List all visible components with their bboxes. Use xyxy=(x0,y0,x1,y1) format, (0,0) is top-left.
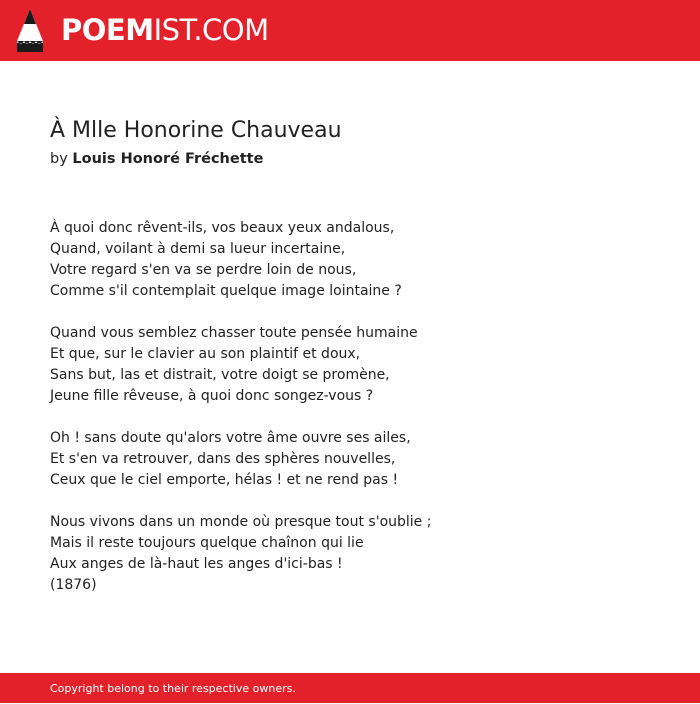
stanza-1 xyxy=(50,218,670,302)
poem-body xyxy=(50,218,670,596)
poem-heading xyxy=(50,114,670,170)
poem-line: Et que, sur le clavier au son plaintif et doux, xyxy=(50,346,361,362)
stanza-3 xyxy=(50,428,670,491)
author-name: Louis Honoré Fréchette xyxy=(72,151,264,167)
poem-line: Quand vous semblez chasser toute pensée humaine xyxy=(50,325,418,341)
site-logo[interactable] xyxy=(61,12,269,48)
by-label: by xyxy=(50,151,68,167)
poem-line: Quand, voilant à demi sa lueur incertaine, xyxy=(50,241,346,257)
poem-line: Jeune fille rêveuse, à quoi donc songez-vous ? xyxy=(50,388,374,404)
stanza-2 xyxy=(50,323,670,407)
poem-line: Mais il reste toujours quelque chaînon qui lie xyxy=(50,535,364,551)
poem-line: Oh ! sans doute qu'alors votre âme ouvre ses ailes, xyxy=(50,430,411,446)
brand-bold: POEM xyxy=(61,13,154,47)
poem-line: Ceux que le ciel emporte, hélas ! et ne rend pas ! xyxy=(50,472,399,488)
poem-title: À Mlle Honorine Chauveau xyxy=(50,118,342,143)
site-header xyxy=(0,0,700,61)
poem-line: À quoi donc rêvent-ils, vos beaux yeux andalous, xyxy=(50,220,395,236)
poem-line: Et s'en va retrouver, dans des sphères nouvelles, xyxy=(50,451,396,467)
byline xyxy=(50,148,670,170)
poem-date: (1876) xyxy=(50,577,97,593)
poem-line: Comme s'il contemplait quelque image lointaine ? xyxy=(50,283,402,299)
stanza-4 xyxy=(50,512,670,575)
pencil-tip-icon[interactable] xyxy=(16,8,44,53)
poem-line: Sans but, las et distrait, votre doigt se promène, xyxy=(50,367,390,383)
site-footer xyxy=(0,673,700,703)
poem-line: Nous vivons dans un monde où presque tout s'oublie ; xyxy=(50,514,432,530)
brand-light: IST.COM xyxy=(153,13,269,47)
poem-line: Aux anges de là-haut les anges d'ici-bas ! xyxy=(50,556,343,572)
copyright-text: Copyright belong to their respective owners. xyxy=(50,682,296,695)
poem-line: Votre regard s'en va se perdre loin de nous, xyxy=(50,262,357,278)
